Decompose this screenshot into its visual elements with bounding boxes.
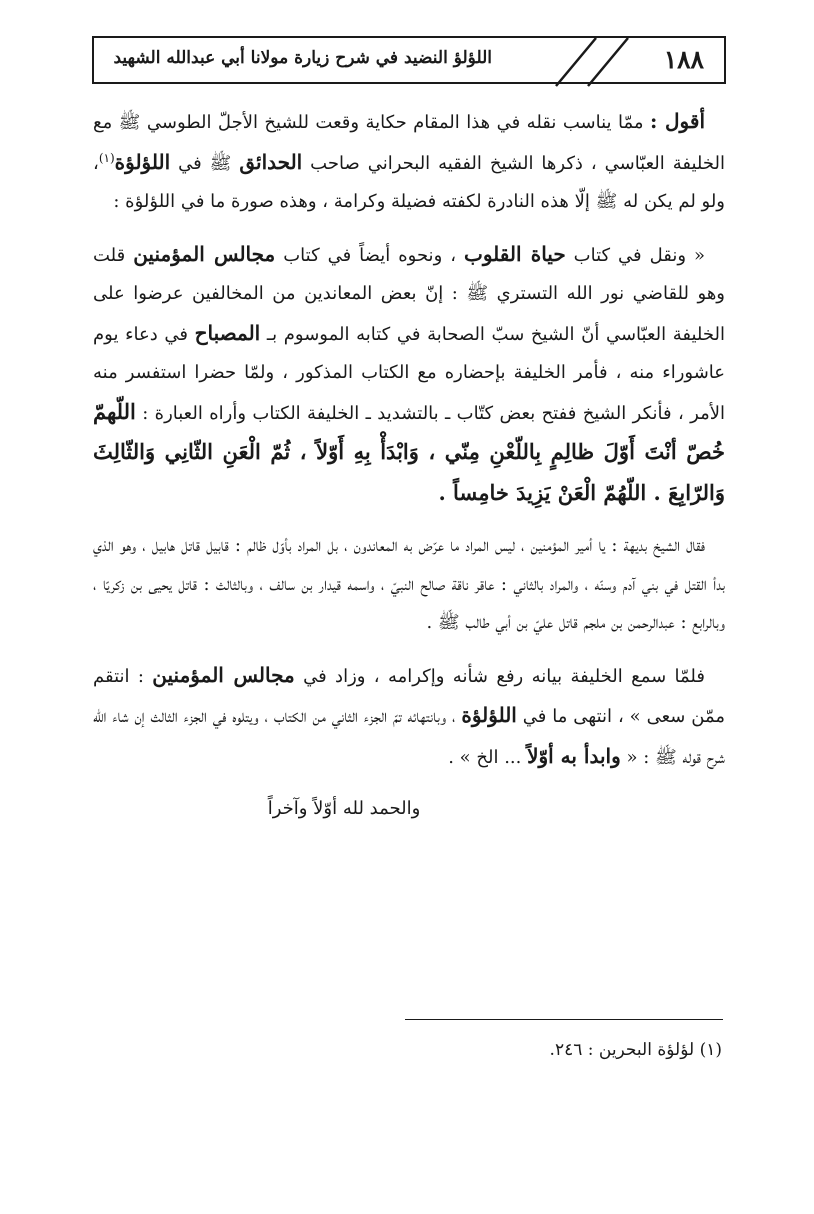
p2-bold-hayat: حياة القلوب xyxy=(463,241,566,266)
p2-text-2: ، ونحوه أيضاً في كتاب xyxy=(275,244,464,266)
p4-text-1: فلمّا سمع الخليفة بيانه رفع شأنه وإكرامه ، وزاد في xyxy=(294,665,705,687)
p1-bold-luluah: اللؤلؤة xyxy=(114,149,171,174)
paragraph-4 xyxy=(93,656,725,778)
running-header xyxy=(92,36,726,84)
p4-text-2: : انتقم ممّن سعى » ، انتهى ما في xyxy=(93,665,725,727)
paragraph-1 xyxy=(93,102,725,222)
p1-lead: أقول : xyxy=(649,109,706,133)
p4-text-4: ... الخ » . xyxy=(448,746,528,768)
quoted-supplication: اللّهمّ خُصّ أنْتَ أَوّلَ ظالِمٍ بِاللّعْنِ مِنّي ، وَابْدَأْ بِهِ أَوّلاً ، ثُمّ الْعَنِ الثّانِي وَالثّالِثَ وَالرّابِعَ . اللّهُمّ الْعَنْ يَزِيدَ خامِساً . xyxy=(93,398,725,505)
p4-text-3: ، وبانتهائه تمّ الجزء الثاني من الكتاب ، ويتلوه في الجزء الثالث إن شاء الله شرح قوله ﷺ : « xyxy=(93,706,725,768)
p2-text-4: في دعاء يوم عاشوراء منه ، فأمر الخليفة بإحضاره مع الكتاب المذكور ، ولمّا حضرا استفسر منه الأمر ، فأنكر الشيخ ففتح بعض كتّاب ـ بالتشديد ـ الخليفة الكتاب وأراه العبارة : xyxy=(93,323,725,424)
footnote-number: (١) xyxy=(699,1040,722,1060)
footnote-separator xyxy=(405,1019,723,1020)
closing-line: والحمد لله أوّلاً وآخراً xyxy=(267,798,421,819)
p3-text-1: فقال الشيخ بديهة : يا أمير المؤمنين ، ليس المراد ما عرّض به المعاندون ، بل المراد بأوّل ظالم : قابيل قاتل هابيل ، وهو الذي بدأ القتل في بني آدم وسنّه ، والمراد بالثاني : عاقر ناقة صالح النبيّ ، واسمه قيدار بن سالف ، وبالثالث : قاتل يحيى بن زكريّا ، وبالرابع : عبدالرحمن بن ملجم قاتل عليّ بن أبي طالب ﷺ . xyxy=(93,535,725,633)
paragraph-3 xyxy=(93,527,725,643)
main-text xyxy=(93,102,725,842)
p4-bold-quote: وابدأ به أوّلاً xyxy=(527,743,621,768)
p2-text-1: « ونقل في كتاب xyxy=(565,244,705,266)
p1-bold-hadaiq: الحدائق xyxy=(239,149,303,174)
running-title: اللؤلؤ النضيد في شرح زيارة مولانا أبي عبدالله الشهيد xyxy=(113,48,492,68)
footnote-ref[interactable]: (١) xyxy=(98,150,115,165)
p4-bold-majalis: مجالس المؤمنين xyxy=(152,662,295,687)
p4-bold-luluah: اللؤلؤة xyxy=(461,703,517,727)
page-number: ١٨٨ xyxy=(663,45,704,74)
footnote xyxy=(550,1040,722,1060)
p1-text-1: ممّا يناسب نقله في هذا المقام حكاية وقعت للشيخ الأجلّ الطوسي ﷺ مع الخليفة العبّاسي ، ذكرها الشيخ الفقيه البحراني صاحب xyxy=(93,112,725,174)
p2-text-3: قلت وهو للقاضي نور الله التستري ﷺ : إنّ بعض المعاندين من المخالفين عرضوا على الخليفة العبّاسي أنّ الشيخ سبّ الصحابة في كتابه الموسوم بـ xyxy=(93,244,725,345)
paragraph-2 xyxy=(93,235,725,515)
footnote-text: لؤلؤة البحرين : ٢٤٦. xyxy=(549,1040,695,1060)
p1-text-2: ﷺ في xyxy=(170,152,240,174)
header-divider-line-2 xyxy=(588,38,628,86)
p1-text-3: ، ولو لم يكن له ﷺ إلّا هذه النادرة لكفته فضيلة وكرامة ، وهذه صورة ما في اللؤلؤة : xyxy=(93,152,725,212)
header-divider-line-1 xyxy=(556,38,596,86)
p2-bold-misbah: المصباح xyxy=(194,320,261,345)
p2-bold-majalis: مجالس المؤمنين xyxy=(133,241,276,266)
